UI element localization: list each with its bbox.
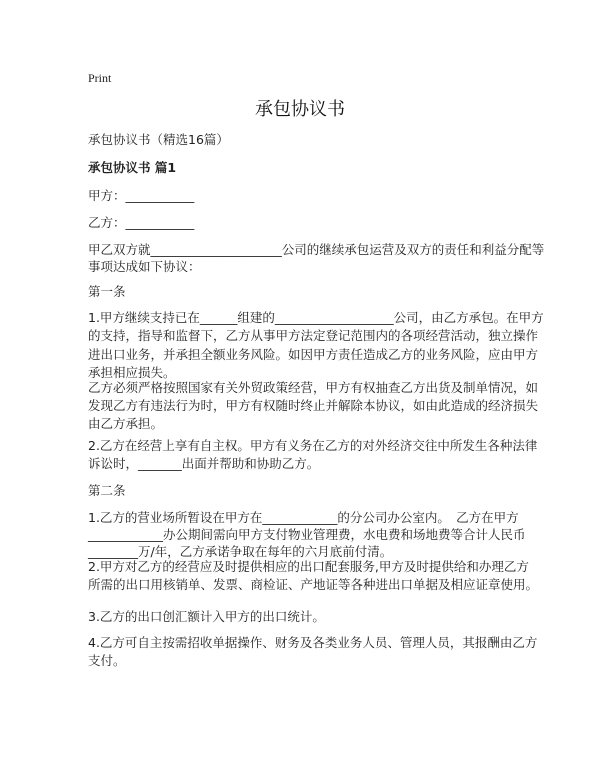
section-heading: 承包协议书 篇1: [88, 160, 177, 175]
text-line: 承担相应损失。: [88, 365, 176, 380]
text-line: 甲乙双方就_____________________公司的继续承包运营及双方的责任和利益分配等: [88, 242, 545, 257]
document-subtitle: 承包协议书（精选16篇）: [88, 132, 229, 147]
text-line: 乙方必须严格按照国家有关外贸政策经营，甲方有权抽查乙方出货及制单情况，如: [88, 380, 539, 395]
text-line: 4.乙方可自主按需招收单据操作、财务及各类业务人员、管理人员，其报酬由乙方: [88, 635, 538, 650]
party-b-line: 乙方：___________: [88, 215, 195, 230]
text-line: 3.乙方的出口创汇额计入甲方的出口统计。: [88, 609, 325, 624]
text-line: ________万/年，乙方承诺争取在每年的六月底前付清。: [88, 544, 393, 559]
article-1-heading: 第一条: [88, 284, 126, 299]
text-line: 诉讼时，_______出面并帮助和协助乙方。: [88, 456, 320, 471]
text-line: 2.乙方在经营上享有自主权。甲方有义务在乙方的对外经济交往中所发生各种法律: [88, 438, 538, 453]
text-line: 事项达成如下协议：: [88, 259, 201, 274]
text-line: 1.乙方的营业场所暂设在甲方在____________的分公司办公室内。 乙方在甲方: [88, 510, 519, 525]
text-line: ____________办公期间需向甲方支付物业管理费，水电费和场地费等合计人民币: [88, 527, 526, 542]
document-title: 承包协议书: [255, 99, 345, 120]
text-line: 发现乙方有违法行为时，甲方有权随时终止并解除本协议，如由此造成的经济损失: [88, 398, 539, 413]
print-link[interactable]: Print: [88, 71, 112, 85]
article-2-heading: 第二条: [88, 483, 126, 498]
party-a-line: 甲方：___________: [88, 188, 195, 203]
text-line: 的支持，指导和监督下，乙方从事甲方法定登记范围内的各项经营活动，独立操作: [88, 328, 539, 343]
text-line: 2.甲方对乙方的经营应及时提供相应的出口配套服务,甲方及时提供给和办理乙方: [88, 559, 529, 574]
text-line: 所需的出口用核销单、发票、商检证、产地证等各种进出口单据及相应证章使用。: [88, 577, 539, 592]
text-line: 由乙方承担。: [88, 416, 164, 431]
text-line: 支付。: [88, 653, 126, 668]
text-line: 1.甲方继续支持已在______组建的___________________公司，由乙方承包。在甲方: [88, 310, 544, 325]
text-line: 进出口业务，并承担全额业务风险。如因甲方责任造成乙方的业务风险，应由甲方: [88, 347, 539, 362]
